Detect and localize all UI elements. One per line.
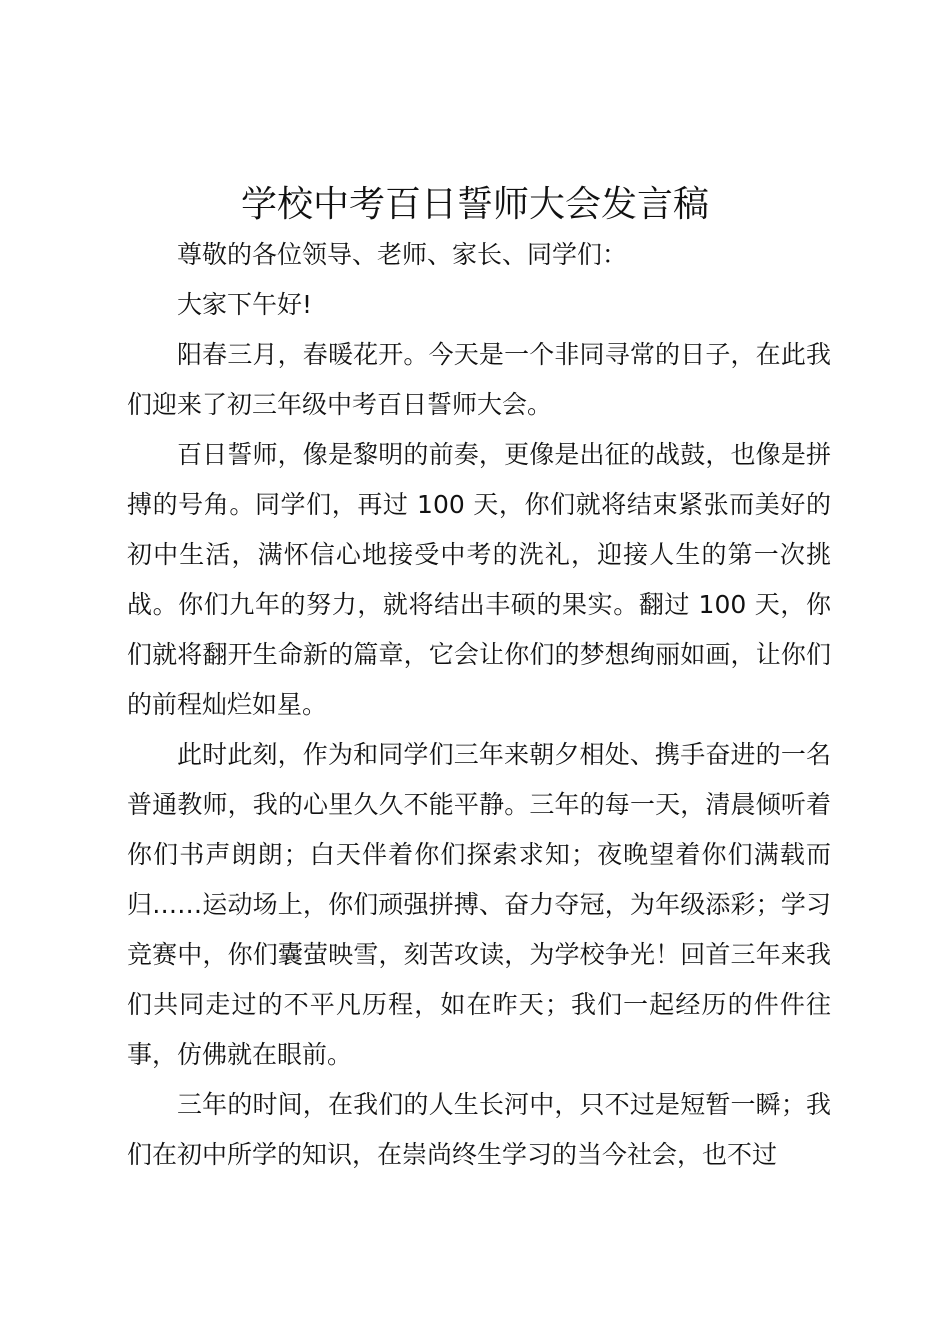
paragraph-greeting: 大家下午好! xyxy=(177,290,313,319)
paragraph-three-years: 三年的时间，在我们的人生长河中，只不过是短暂一瞬；我们在初中所学的知识，在崇尚终生学习的当今社会，也不过 xyxy=(127,1090,831,1169)
document-body xyxy=(127,230,831,1180)
paragraph-teacher-reflection: 此时此刻，作为和同学们三年来朝夕相处、携手奋进的一名普通教师，我的心里久久不能平静。三年的每一天，清晨倾听着你们书声朗朗；白天伴着你们探索求知；夜晚望着你们满载而归……运动场上，你们顽强拼搏、奋力夺冠，为年级添彩；学习竞赛中，你们囊萤映雪，刻苦攻读，为学校争光！回首三年来我们共同走过的不平凡历程，如在昨天；我们一起经历的件件往事，仿佛就在眼前。 xyxy=(127,740,831,1069)
paragraph-hundred-days: 百日誓师，像是黎明的前奏，更像是出征的战鼓，也像是拼搏的号角。同学们，再过 100 天，你们就将结束紧张而美好的初中生活，满怀信心地接受中考的洗礼，迎接人生的第一次挑战。你们九年的努力，就将结出丰硕的果实。翻过 100 天，你们就将翻开生命新的篇章，它会让你们的梦想绚丽如画，让你们的前程灿烂如星。 xyxy=(127,440,831,719)
paragraph-salutation: 尊敬的各位领导、老师、家长、同学们： xyxy=(177,240,628,269)
document-title: 学校中考百日誓师大会发言稿 xyxy=(240,184,709,225)
paragraph-opening: 阳春三月，春暖花开。今天是一个非同寻常的日子，在此我们迎来了初三年级中考百日誓师大会。 xyxy=(127,340,831,419)
